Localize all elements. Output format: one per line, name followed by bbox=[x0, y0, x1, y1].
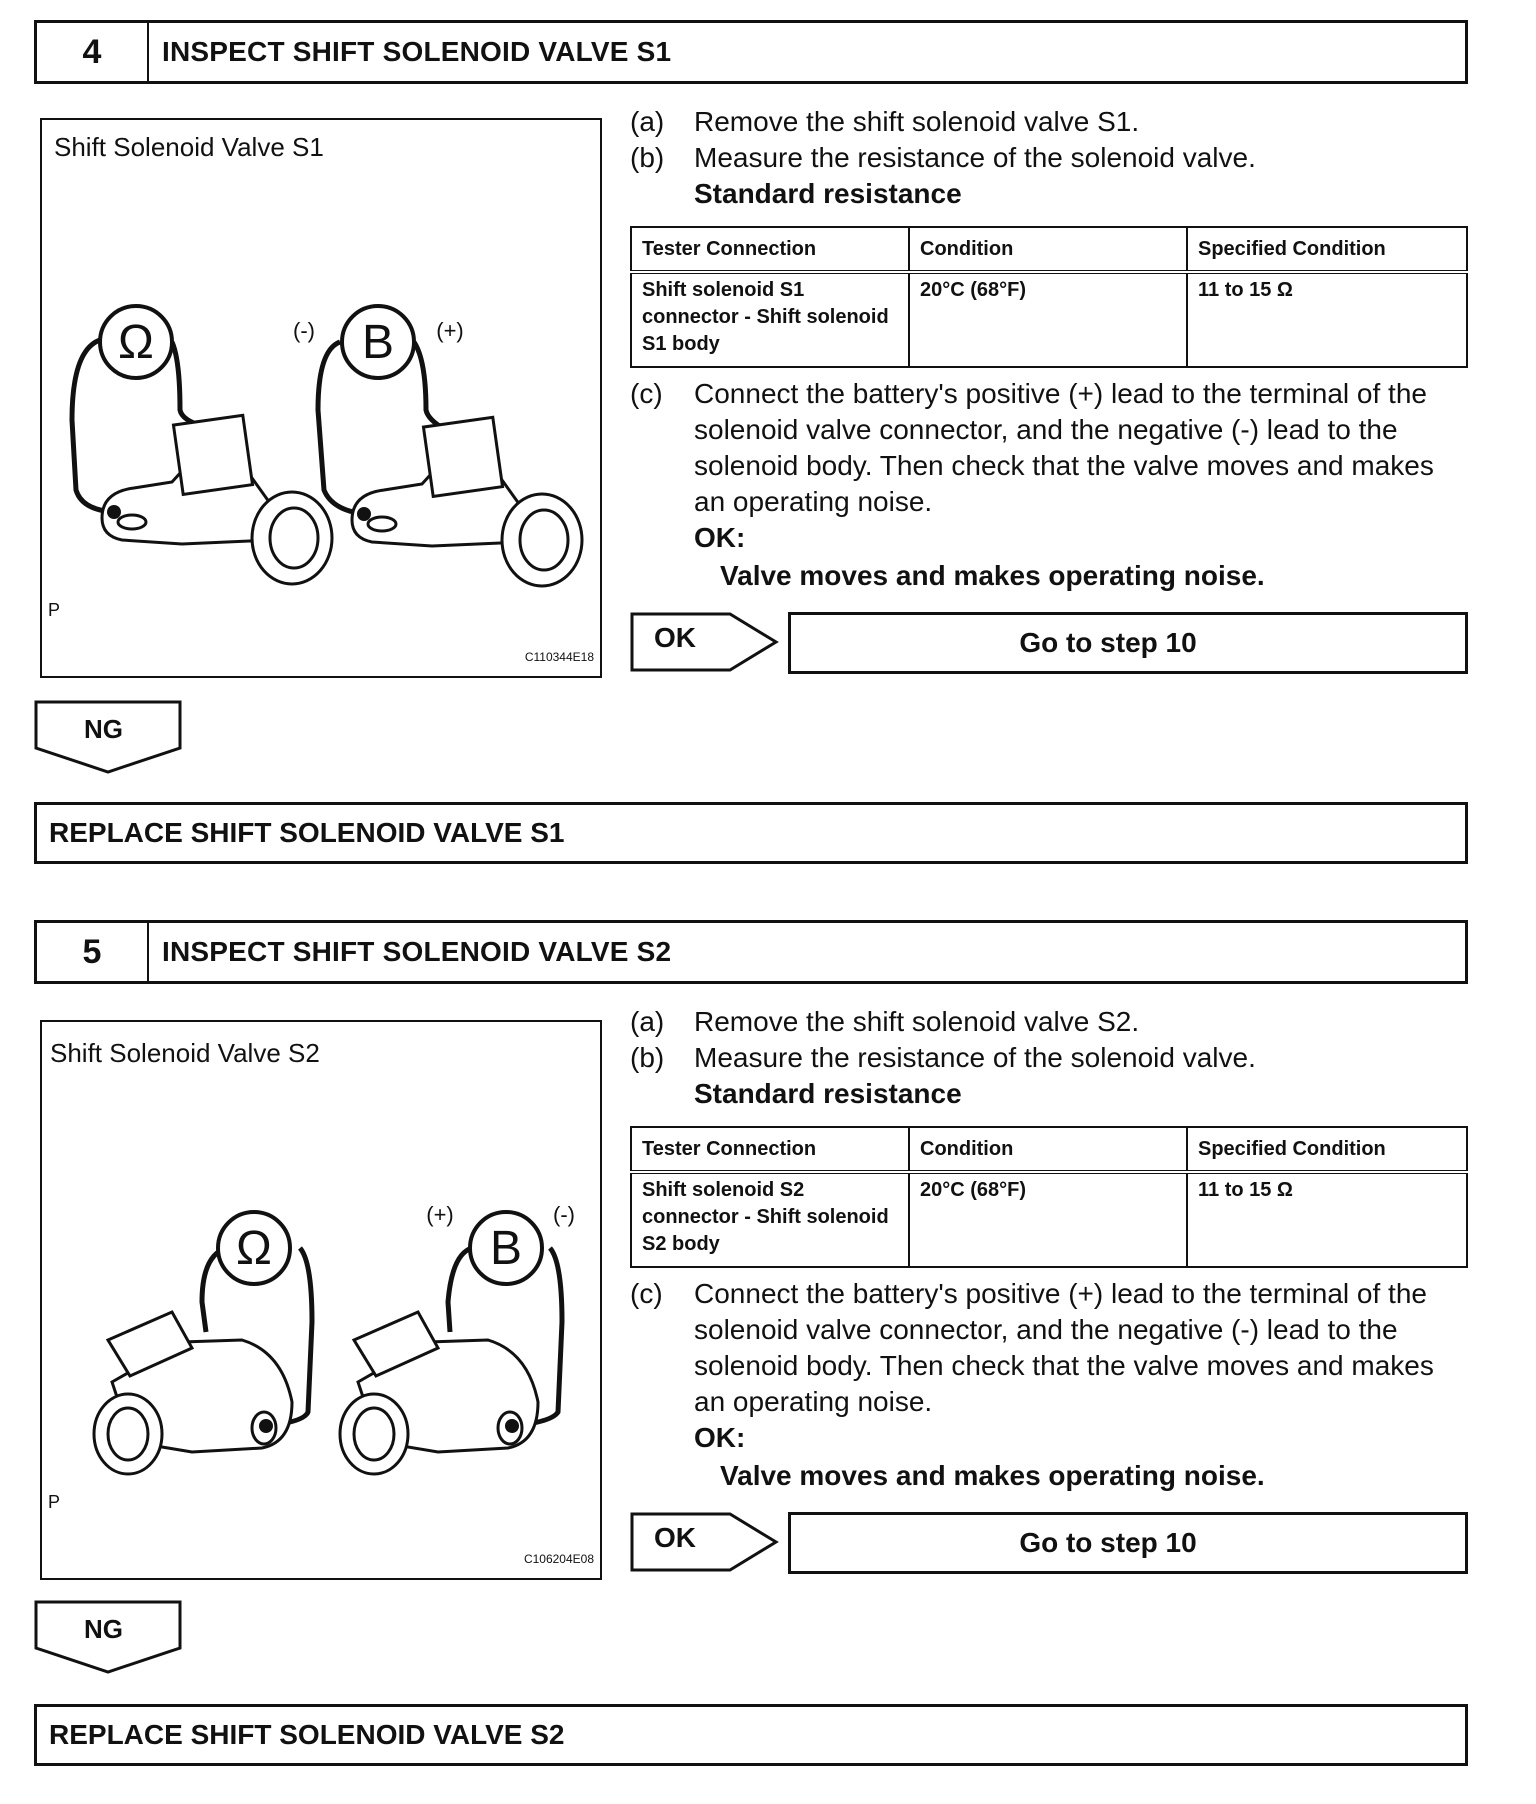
table-header-row bbox=[631, 227, 1467, 272]
figure-code: C106204E08 bbox=[523, 1552, 594, 1566]
step-number: 5 bbox=[37, 923, 149, 981]
step-title: INSPECT SHIFT SOLENOID VALVE S2 bbox=[162, 936, 672, 967]
step-4-procedure bbox=[630, 100, 1470, 600]
ok-heading: OK: bbox=[694, 1422, 746, 1453]
ng-result-box bbox=[34, 802, 1468, 864]
item-label: (a) bbox=[630, 1006, 665, 1037]
step-5-procedure bbox=[630, 1000, 1470, 1500]
ng-result-text: REPLACE SHIFT SOLENOID VALVE S2 bbox=[49, 1719, 565, 1750]
ohmmeter-symbol: Ω bbox=[118, 316, 154, 369]
item-label: (c) bbox=[630, 378, 663, 409]
solenoid-valve-1 bbox=[94, 1312, 292, 1474]
figure-p-mark: P bbox=[48, 1492, 61, 1512]
negative-mark: (-) bbox=[553, 1202, 575, 1227]
ok-criteria: Valve moves and makes operating noise. bbox=[720, 1460, 1265, 1491]
item-label: (b) bbox=[630, 142, 665, 173]
solenoid-valve-1 bbox=[102, 415, 332, 584]
ohmmeter-symbol: Ω bbox=[236, 1222, 272, 1275]
solenoid-s1-illustration bbox=[42, 120, 600, 676]
item-label: (a) bbox=[630, 106, 665, 137]
ok-result-box bbox=[788, 612, 1468, 674]
ok-label: OK bbox=[654, 622, 696, 653]
table-cell: 11 to 15 Ω bbox=[1187, 272, 1467, 367]
ok-arrow bbox=[630, 612, 780, 672]
table-cell: Shift solenoid S1 connector - Shift solenoid S1 body bbox=[631, 272, 909, 367]
solenoid-valve-2 bbox=[352, 417, 582, 586]
ng-label: NG bbox=[84, 1614, 123, 1644]
table-header-row bbox=[631, 1127, 1467, 1172]
item-text: Connect the battery's positive (+) lead to the terminal of the solenoid valve connector, and the negative (-) lead to the solenoid body. Then check that the valve moves and makes an operating noise. bbox=[694, 1278, 1434, 1417]
table-header: Tester Connection bbox=[631, 1127, 909, 1172]
ok-criteria: Valve moves and makes operating noise. bbox=[720, 560, 1265, 591]
table-header: Condition bbox=[909, 227, 1187, 272]
standard-heading: Standard resistance bbox=[694, 178, 962, 209]
positive-mark: (+) bbox=[426, 1202, 454, 1227]
table-header: Specified Condition bbox=[1187, 1127, 1467, 1172]
figure-caption: Shift Solenoid Valve S1 bbox=[54, 132, 324, 162]
figure-p-mark: P bbox=[48, 600, 61, 620]
figure-code: C110344E18 bbox=[524, 650, 594, 664]
table-cell: Shift solenoid S2 connector - Shift solenoid S2 body bbox=[631, 1172, 909, 1267]
item-label: (c) bbox=[630, 1278, 663, 1309]
ng-result-text: REPLACE SHIFT SOLENOID VALVE S1 bbox=[49, 817, 565, 848]
ok-arrow bbox=[630, 1512, 780, 1572]
battery-symbol: B bbox=[361, 316, 395, 369]
table-row bbox=[631, 1172, 1467, 1267]
table-cell: 20°C (68°F) bbox=[909, 272, 1187, 367]
item-text: Remove the shift solenoid valve S1. bbox=[694, 106, 1140, 137]
negative-mark: (-) bbox=[293, 318, 315, 343]
table-header: Condition bbox=[909, 1127, 1187, 1172]
ok-result-text: Go to step 10 bbox=[1019, 627, 1197, 658]
ok-label: OK bbox=[654, 1522, 696, 1553]
table-header: Specified Condition bbox=[1187, 227, 1467, 272]
item-text: Measure the resistance of the solenoid valve. bbox=[694, 1042, 1256, 1073]
item-label: (b) bbox=[630, 1042, 665, 1073]
resistance-table bbox=[630, 1126, 1468, 1268]
ok-result-text: Go to step 10 bbox=[1019, 1527, 1197, 1558]
resistance-table bbox=[630, 226, 1468, 368]
figure-caption: Shift Solenoid Valve S2 bbox=[50, 1038, 320, 1068]
solenoid-s2-illustration bbox=[42, 1022, 600, 1578]
table-cell: 20°C (68°F) bbox=[909, 1172, 1187, 1267]
positive-mark: (+) bbox=[436, 318, 464, 343]
table-header: Tester Connection bbox=[631, 227, 909, 272]
table-row bbox=[631, 272, 1467, 367]
item-text: Connect the battery's positive (+) lead to the terminal of the solenoid valve connector, and the negative (-) lead to the solenoid body. Then check that the valve moves and makes an operating noise. bbox=[694, 378, 1434, 517]
step-number: 4 bbox=[37, 23, 149, 81]
ng-result-box bbox=[34, 1704, 1468, 1766]
step-title: INSPECT SHIFT SOLENOID VALVE S1 bbox=[162, 36, 672, 67]
solenoid-valve-2 bbox=[340, 1312, 538, 1474]
battery-symbol: B bbox=[489, 1222, 523, 1275]
ng-label: NG bbox=[84, 714, 123, 744]
table-cell: 11 to 15 Ω bbox=[1187, 1172, 1467, 1267]
ok-heading: OK: bbox=[694, 522, 746, 553]
item-text: Measure the resistance of the solenoid valve. bbox=[694, 142, 1256, 173]
figure-s2 bbox=[40, 1020, 602, 1580]
ok-result-box bbox=[788, 1512, 1468, 1574]
standard-heading: Standard resistance bbox=[694, 1078, 962, 1109]
step-4-header bbox=[34, 20, 1468, 84]
figure-s1 bbox=[40, 118, 602, 678]
step-5-header bbox=[34, 920, 1468, 984]
item-text: Remove the shift solenoid valve S2. bbox=[694, 1006, 1140, 1037]
